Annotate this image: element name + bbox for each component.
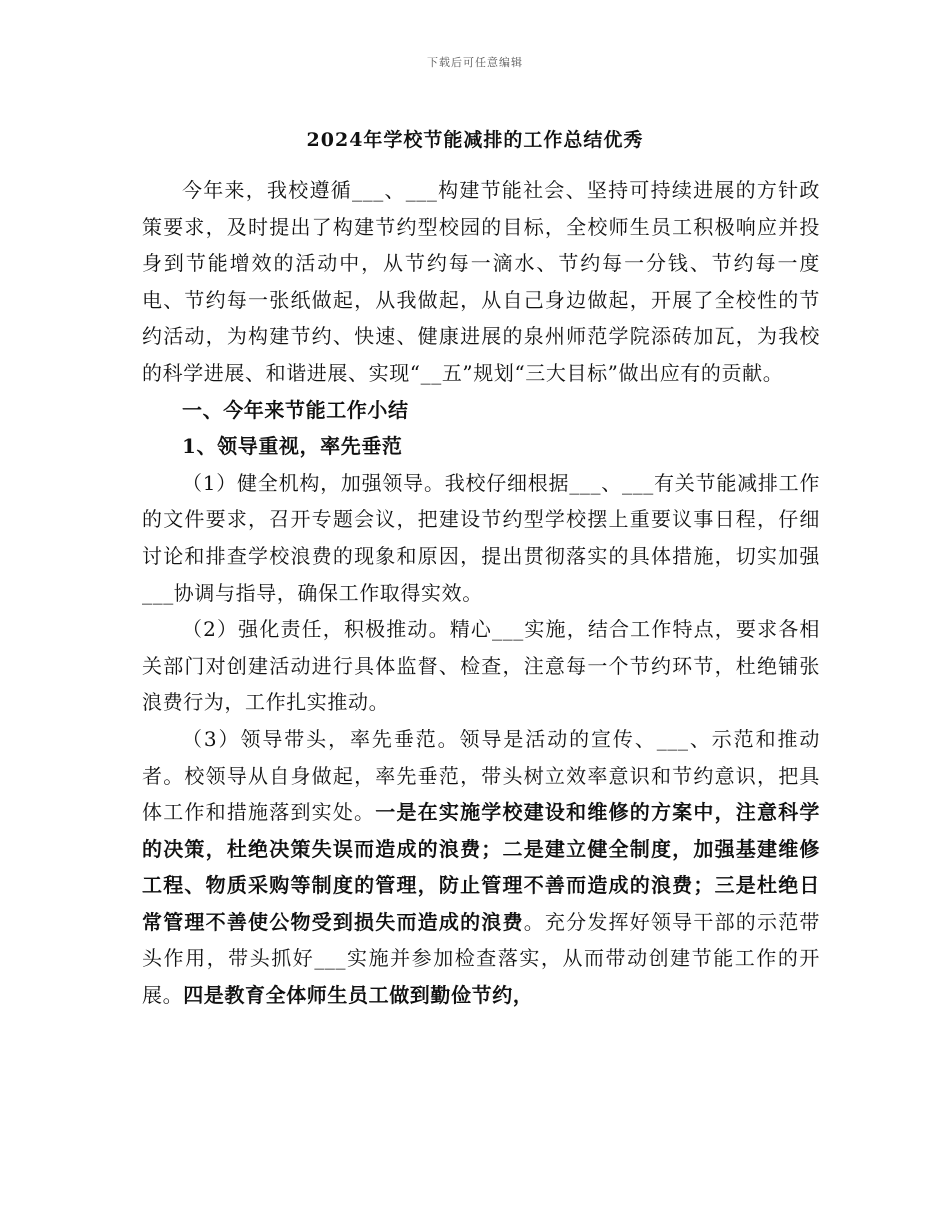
paragraph-2: （2）强化责任，积极推动。精心___实施，结合工作特点，要求各相关部门对创建活动进行具体监督、检查，注意每一个节约环节，杜绝铺张浪费行为，工作扎实推动。 xyxy=(142,617,820,715)
paragraph-1: （1）健全机构，加强领导。我校仔细根据___、___有关节能减排工作的文件要求，召开专题会议，把建设节约型学校摆上重要议事日程，仔细讨论和排查学校浪费的现象和原因，提出贯彻落实的具体措施，切实加强___协调与指导，确保工作取得实效。 xyxy=(142,470,820,605)
document-title: 2024年学校节能减排的工作总结优秀 xyxy=(306,129,644,151)
paragraph-3-text-continued: 。充分发挥好领导干部的示范带头作用，带头抓好___实施并参加检查落实，从而带动创建节能工作的开展。 xyxy=(142,909,820,1008)
document-body xyxy=(142,172,820,1014)
intro-paragraph: 今年来，我校遵循___、___构建节能社会、坚持可持续进展的方针政策要求，及时提出了构建节约型校园的目标，全校师生员工积极响应并投身到节能增效的活动中，从节约每一滴水、节约每一分钱、节约每一度电、节约每一张纸做起，从我做起，从自己身边做起，开展了全校性的节约活动，为构建节约、快速、健康进展的泉州师范学院添砖加瓦，为我校的科学进展、和谐进展、实现“__五”规划“三大目标”做出应有的贡献。 xyxy=(142,178,820,385)
section-heading: 一、今年来节能工作小结 xyxy=(182,397,409,422)
subsection-heading: 1、领导重视，率先垂范 xyxy=(182,434,403,459)
paragraph-3-bold-text-continued: 四是教育全体师生员工做到勤俭节约， xyxy=(183,983,534,1008)
page-header: 下载后可任意编辑 xyxy=(427,56,523,69)
paragraph-3 xyxy=(142,721,820,1014)
paragraph-3-bold-text: 一是在实施学校建设和维修的方案中，注意科学的决策，杜绝决策失误而造成的浪费；二是建立健全制度，加强基建维修工程、物质采购等制度的管理，防止管理不善而造成的浪费；三是杜绝日常管理不善使公物受到损失而造成的浪费 xyxy=(142,800,820,934)
paragraph-3-text: （3）领导带头，率先垂范。领导是活动的宣传、___、示范和推动者。校领导从自身做起，率先垂范，带头树立效率意识和节约意识，把具体工作和措施落到实处。 xyxy=(142,726,820,825)
